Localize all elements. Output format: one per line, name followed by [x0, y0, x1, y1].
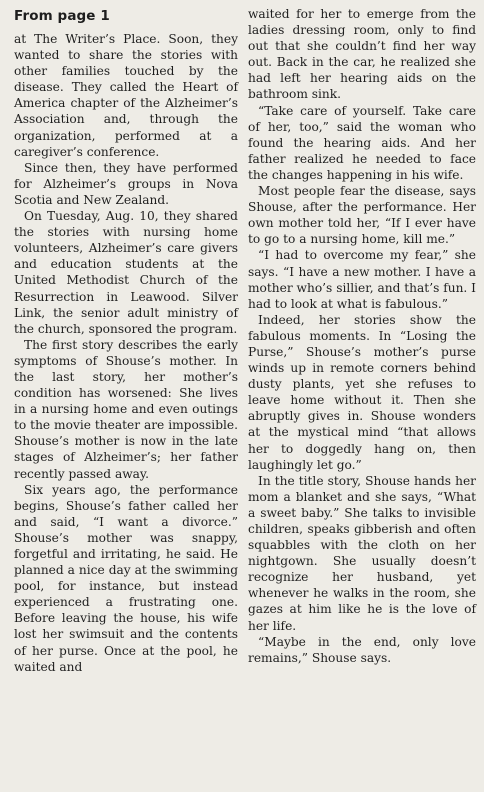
jump-label: From page 1	[14, 8, 110, 24]
paragraph: The first story describes the early symptoms of Shouse’s mother. In the last story, her mother’s condition has worsened: She lives in a nursing home and even outings to the movie theater are impossible. Shouse’s mother is now in the late stages of Alzheimer’s; her father recently passed away.	[14, 337, 238, 481]
paragraph: Most people fear the disease, says Shouse, after the performance. Her own mother told her, “If I ever have to go to a nursing home, kill me.”	[248, 184, 476, 247]
paragraph: On Tuesday, Aug. 10, they shared the stories with nursing home volunteers, Alzheimer’s care givers and education students at the United Methodist Church of the Resurrection in Leawood. Silver Link, the senior adult ministry of the church, sponsored the program.	[14, 209, 238, 336]
paragraph: In the title story, Shouse hands her mom a blanket and she says, “What a sweet baby.” She talks to invisible children, speaks gibberish and often squabbles with the cloth on her nightgown. She usually doesn’t recognize her husband, yet whenever he walks in the room, she gazes at him like he is the love of her life.	[248, 473, 476, 633]
paragraph: Six years ago, the performance begins, Shouse’s father called her and said, “I want a divorce.” Shouse’s mother was snappy, forgetful and irritating, he said. He planned a nice day at the swimming pool, for instance, but instead experienced a frustrating one. Before leaving the house, his wife lost her swimsuit and the contents of her purse. Once at the pool, he waited and	[14, 482, 238, 674]
article-columns	[14, 6, 476, 675]
paragraph: Since then, they have performed for Alzheimer’s groups in Nova Scotia and New Zealand.	[14, 160, 238, 207]
paragraph: “Maybe in the end, only love remains,” Shouse says.	[248, 634, 476, 665]
paragraph: “Take care of yourself. Take care of her, too,” said the woman who found the hearing aids. And her father realized he needed to face the changes happening in his wife.	[248, 103, 476, 182]
paragraph: Indeed, her stories show the fabulous moments. In “Losing the Purse,” Shouse’s mother’s purse winds up in remote corners behind dusty plants, yet she refuses to leave home without it. Then she abruptly gives in. Shouse wonders at the mystical mind “that allows her to doggedly hang on, then laughingly let go.”	[248, 312, 476, 472]
paragraph: waited for her to emerge from the ladies dressing room, only to find out that she couldn’t find her way out. Back in the car, he realized she had left her hearing aids on the bathroom sink.	[248, 7, 476, 102]
right-column	[248, 6, 476, 675]
paragraph: “I had to overcome my fear,” she says. “I have a new mother. I have a mother who’s sillier, and that’s fun. I had to look at what is fabulous.”	[248, 248, 476, 311]
left-column	[14, 6, 238, 675]
paragraph: at The Writer’s Place. Soon, they wanted to share the stories with other families touched by the disease. They called the Heart of America chapter of the Alzheimer’s Association and, through the organization, performed at a caregiver’s conference.	[14, 32, 238, 159]
